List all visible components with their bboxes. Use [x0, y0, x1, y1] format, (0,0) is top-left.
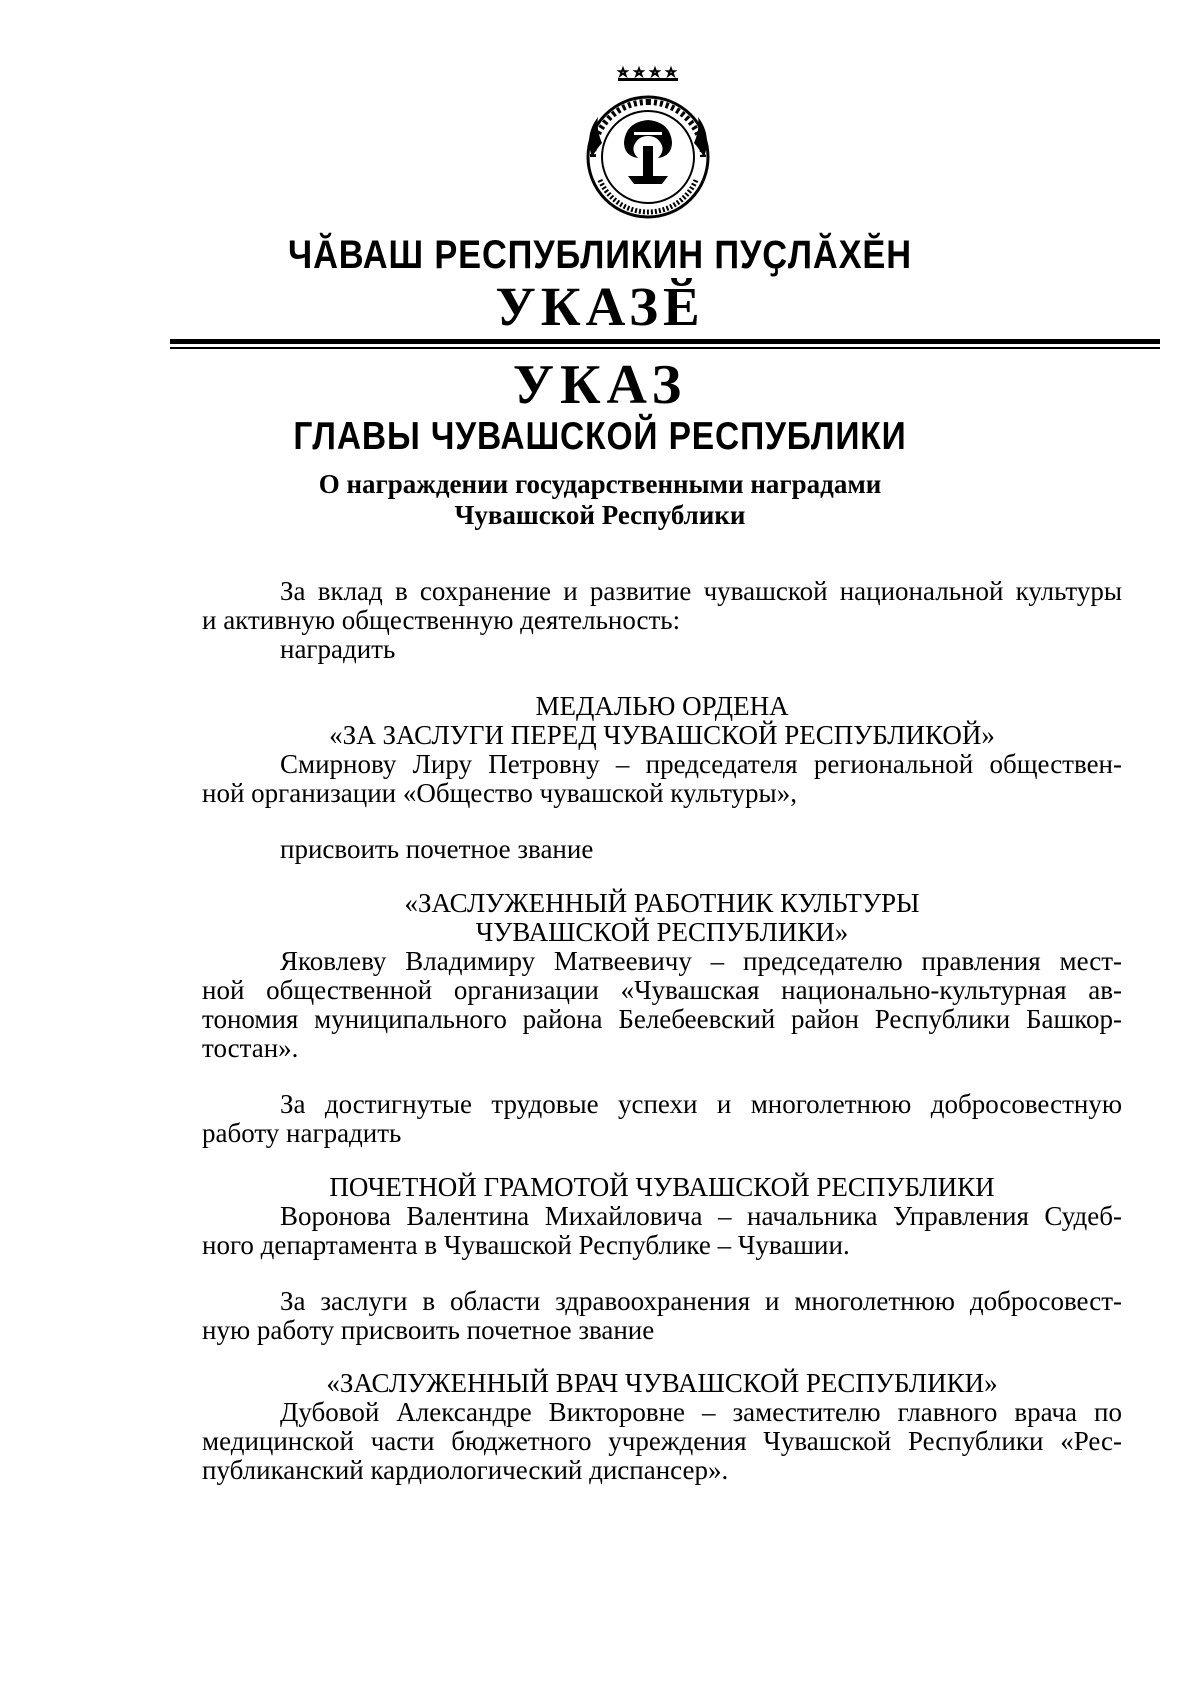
award-4-recipient-line-1: Дубовой Александре Викторовне – заместителю главного врача по	[280, 1397, 1122, 1427]
preamble-1-line-3: наградить	[280, 634, 396, 664]
header-divider-thin	[170, 347, 1160, 349]
preamble-1-line-2: и активную общественную деятельность:	[202, 605, 681, 635]
award-4-recipient-line-3: публиканский кардиологический диспансер».	[202, 1455, 729, 1485]
preamble-3-line-1: За достигнутые трудовые успехи и многолетнюю добросовестную	[280, 1089, 1122, 1119]
russian-decree-title: УКАЗ	[512, 354, 688, 416]
chuvash-authority-line: ЧӐВАШ РЕСПУБЛИКИН ПУҪЛӐХӖН	[288, 233, 912, 277]
award-2-recipient-line-1: Яковлеву Владимиру Матвеевичу – председателю правления мест-	[280, 946, 1122, 976]
subject-line-2: Чувашской Республики	[454, 500, 746, 530]
award-4-recipient-line-2: медицинской части бюджетного учреждения Чувашской Республики «Рес-	[202, 1426, 1122, 1456]
award-1-recipient-line-2: ной организации «Общество чувашской культуры»,	[202, 778, 797, 808]
preamble-1-line-1: За вклад в сохранение и развитие чувашской национальной культуры	[280, 576, 1122, 606]
header-divider-thick	[170, 339, 1160, 344]
award-3-recipient-line-1: Воронова Валентина Михайловича – начальника Управления Судеб-	[280, 1201, 1122, 1231]
award-2-title-line-2: ЧУВАШСКОЙ РЕСПУБЛИКИ»	[475, 917, 849, 947]
award-3-title: ПОЧЕТНОЙ ГРАМОТОЙ ЧУВАШСКОЙ РЕСПУБЛИКИ	[329, 1172, 995, 1202]
preamble-4-line-1: За заслуги в области здравоохранения и многолетнюю добросовест-	[280, 1286, 1122, 1316]
preamble-2-line-1: присвоить почетное звание	[280, 834, 594, 864]
award-2-title-line-1: «ЗАСЛУЖЕННЫЙ РАБОТНИК КУЛЬТУРЫ	[404, 888, 920, 918]
preamble-3-line-2: работу наградить	[202, 1118, 402, 1148]
subject-line-1: О награждении государственными наградами	[318, 469, 882, 499]
award-1-title-line-2: «ЗА ЗАСЛУГИ ПЕРЕД ЧУВАШСКОЙ РЕСПУБЛИКОЙ»	[329, 720, 995, 750]
award-4-title: «ЗАСЛУЖЕННЫЙ ВРАЧ ЧУВАШСКОЙ РЕСПУБЛИКИ»	[326, 1368, 998, 1398]
award-3-recipient-line-2: ного департамента в Чувашской Республике – Чувашии.	[202, 1230, 850, 1260]
award-2-recipient-line-4: тостан».	[202, 1033, 299, 1063]
russian-authority-line: ГЛАВЫ ЧУВАШСКОЙ РЕСПУБЛИКИ	[293, 415, 907, 458]
award-2-recipient-line-2: ной общественной организации «Чувашская национально-культурная ав-	[202, 975, 1122, 1005]
award-2-recipient-line-3: тономия муниципального района Белебеевский район Республики Башкор-	[202, 1004, 1122, 1034]
coat-of-arms-emblem	[568, 62, 728, 227]
award-1-recipient-line-1: Смирнову Лиру Петровну – председателя региональной обществен-	[280, 749, 1122, 779]
award-1-title-line-1: МЕДАЛЬЮ ОРДЕНА	[535, 691, 789, 721]
preamble-4-line-2: ную работу присвоить почетное звание	[202, 1315, 655, 1345]
chuvash-decree-title: УКАЗӖ	[495, 276, 705, 337]
